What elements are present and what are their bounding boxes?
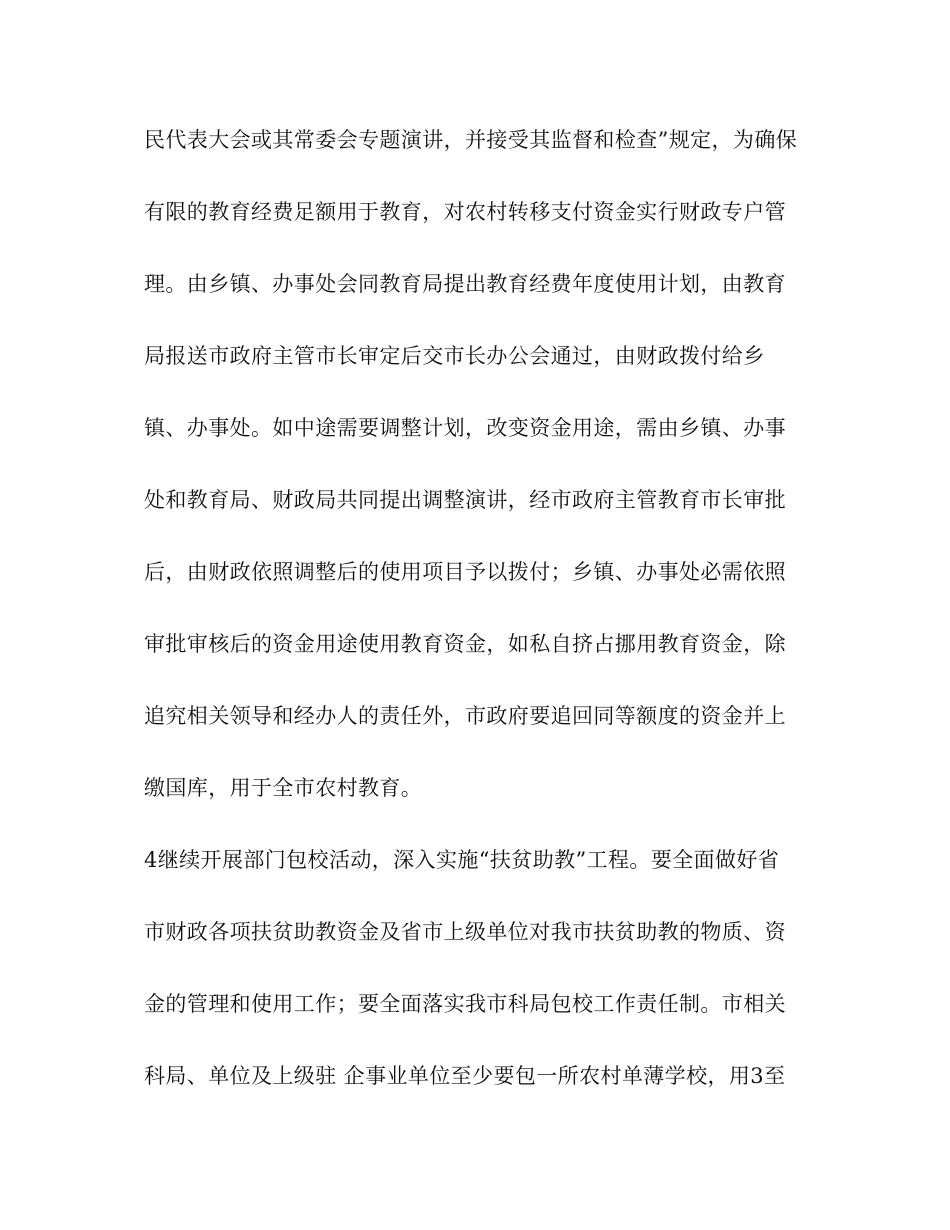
text-line: 民代表大会或其常委会专题演讲，并接受其监督和检查”规定，为确保 [144, 128, 798, 152]
text-line: 追究相关领导和经办人的责任外，市政府要追回同等额度的资金并上 [144, 704, 786, 728]
body-text [144, 120, 824, 1128]
text-line: 后，由财政依照调整后的使用项目予以拨付；乡镇、办事处必需依照 [144, 560, 786, 584]
text-line: 镇、办事处。如中途需要调整计划，改变资金用途，需由乡镇、办事 [144, 416, 786, 440]
text-line: 审批审核后的资金用途使用教育资金，如私自挤占挪用教育资金，除 [144, 632, 786, 656]
text-line: 局报送市政府主管市长审定后交市长办公会通过，由财政拨付给乡 [144, 344, 765, 368]
text-line: 处和教育局、财政局共同提出调整演讲，经市政府主管教育市长审批 [144, 488, 786, 512]
text-line: 缴国库，用于全市农村教育。 [144, 776, 423, 800]
text-line: 金的管理和使用工作；要全面落实我市科局包校工作责任制。市相关 [144, 992, 786, 1016]
text-line: 市财政各项扶贫助教资金及省市上级单位对我市扶贫助教的物质、资 [144, 920, 786, 944]
text-line: 科局、单位及上级驻 企事业单位至少要包一所农村单薄学校，用3至 [144, 1064, 786, 1088]
text-line: 4继续开展部门包校活动，深入实施“扶贫助教”工程。要全面做好省 [144, 848, 780, 872]
text-line: 有限的教育经费足额用于教育，对农村转移支付资金实行财政专户管 [144, 200, 786, 224]
text-line: 理。由乡镇、办事处会同教育局提出教育经费年度使用计划，由教育 [144, 272, 786, 296]
